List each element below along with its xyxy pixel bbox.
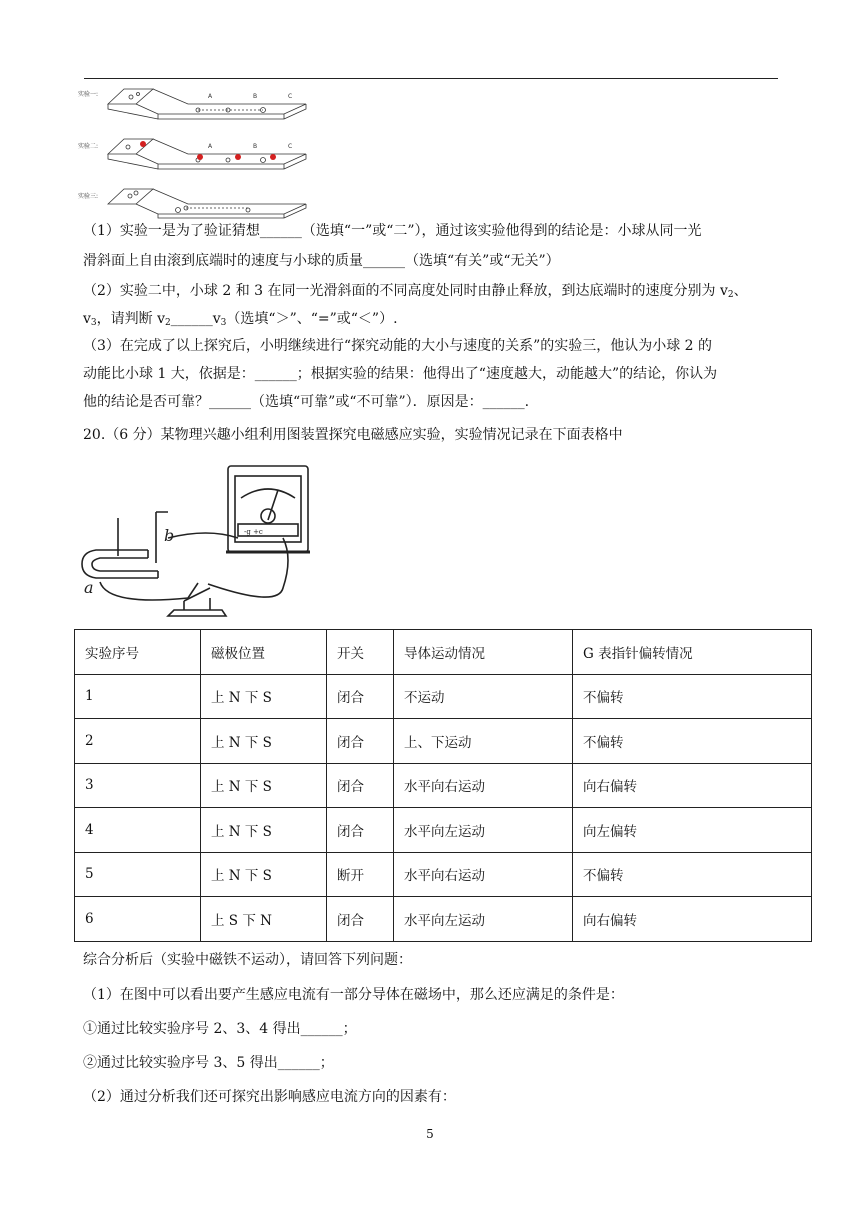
table-cell: 闭合 (327, 808, 394, 853)
point-a-label: A (208, 93, 213, 100)
table-cell: 不偏转 (573, 852, 812, 897)
table-cell: 上 N 下 S (201, 674, 327, 719)
q19-part3-line2: 动能比小球 1 大，依据是：______；根据实验的结果：他得出了“速度越大，动能越大”的结论，你认为 (83, 366, 718, 382)
experiment-3-label: 实验三: (78, 193, 99, 200)
table-cell: 上 N 下 S (201, 719, 327, 764)
point-b-label: B (253, 93, 258, 100)
analysis-q1-item2: ②通过比较实验序号 3、5 得出______； (83, 1055, 334, 1071)
table-cell: 上 N 下 S (201, 763, 327, 808)
table-cell: 5 (75, 852, 201, 897)
q19-part3-line1: （3）在完成了以上探究后，小明继续进行“探究动能的大小与速度的关系”的实验三，他认为小球 2 的 (83, 338, 713, 354)
table-row (75, 852, 812, 897)
table-cell: 闭合 (327, 719, 394, 764)
page-number: 5 (426, 1127, 434, 1141)
table-cell: 向左偏转 (573, 808, 812, 853)
table-cell: 不运动 (394, 674, 573, 719)
table-cell: 不偏转 (573, 674, 812, 719)
table-cell: 4 (75, 808, 201, 853)
header-cell: 开关 (327, 630, 394, 675)
experiment-1-label: 实验一: (78, 91, 99, 98)
q19-part2-line1: （2）实验二中，小球 2 和 3 在同一光滑斜面的不同高度处同时由静止释放，到达底端时的速度分别为 $v_2$、 (83, 283, 748, 300)
q19-part1-line2: 滑斜面上自由滚到底端时的速度与小球的质量______（选填“有关”或“无关”） (83, 253, 560, 269)
analysis-q2: （2）通过分析我们还可探究出影响感应电流方向的因素有： (83, 1089, 456, 1105)
table-row (75, 763, 812, 808)
electromagnetic-induction-figure (78, 458, 318, 624)
table-cell: 水平向左运动 (394, 808, 573, 853)
wire-label-a: a (84, 578, 94, 597)
table-cell: 闭合 (327, 897, 394, 942)
header-cell: G 表指针偏转情况 (573, 630, 812, 675)
experiment-2-label: 实验二: (78, 143, 99, 150)
header-cell: 导体运动情况 (394, 630, 573, 675)
q19-part1-line1: （1）实验一是为了验证猜想______（选填“一”或“二”），通过该实验他得到的结论是：小球从同一光 (83, 223, 702, 239)
point-c-label: C (288, 93, 293, 100)
table-cell: 上 N 下 S (201, 808, 327, 853)
table-cell: 水平向左运动 (394, 897, 573, 942)
ramp-experiments-figure (78, 84, 318, 220)
q19-part2-line2: $v_3$，请判断 $v_2\_\_\_\_\_\_v_3$（选填“＞”、“=”或“＜”）. (83, 311, 398, 328)
table-cell: 3 (75, 763, 201, 808)
table-cell: 水平向右运动 (394, 763, 573, 808)
point-a2-label: A (208, 143, 213, 150)
galvanometer-terminal-label: -g +c (244, 528, 263, 536)
table-cell: 上 N 下 S (201, 852, 327, 897)
table-header-row (75, 630, 812, 675)
experiment-table (74, 629, 812, 942)
table-cell: 闭合 (327, 763, 394, 808)
table-cell: 2 (75, 719, 201, 764)
point-b2-label: B (253, 143, 258, 150)
analysis-q1-item1: ①通过比较实验序号 2、3、4 得出______； (83, 1021, 357, 1037)
table-cell: 6 (75, 897, 201, 942)
analysis-q1: （1）在图中可以看出要产生感应电流有一部分导体在磁场中，那么还应满足的条件是： (83, 987, 624, 1003)
table-cell: 上、下运动 (394, 719, 573, 764)
table-cell: 1 (75, 674, 201, 719)
point-c2-label: C (288, 143, 293, 150)
table-cell: 断开 (327, 852, 394, 897)
wire-label-b: b (164, 526, 175, 545)
table-row (75, 897, 812, 942)
table-row (75, 808, 812, 853)
table-cell: 上 S 下 N (201, 897, 327, 942)
header-cell: 磁极位置 (201, 630, 327, 675)
q19-part3-line3: 他的结论是否可靠？______（选填“可靠”或“不可靠”）．原因是：______. (83, 394, 530, 410)
analysis-intro: 综合分析后（实验中磁铁不运动），请回答下列问题： (83, 952, 412, 968)
table-cell: 水平向右运动 (394, 852, 573, 897)
header-rule (84, 78, 778, 79)
table-cell: 不偏转 (573, 719, 812, 764)
table-cell: 向右偏转 (573, 897, 812, 942)
q20-title: 20.（6 分）某物理兴趣小组利用图装置探究电磁感应实验，实验情况记录在下面表格中 (83, 427, 623, 443)
header-cell: 实验序号 (75, 630, 201, 675)
table-cell: 闭合 (327, 674, 394, 719)
table-row (75, 674, 812, 719)
table-cell: 向右偏转 (573, 763, 812, 808)
table-row (75, 719, 812, 764)
